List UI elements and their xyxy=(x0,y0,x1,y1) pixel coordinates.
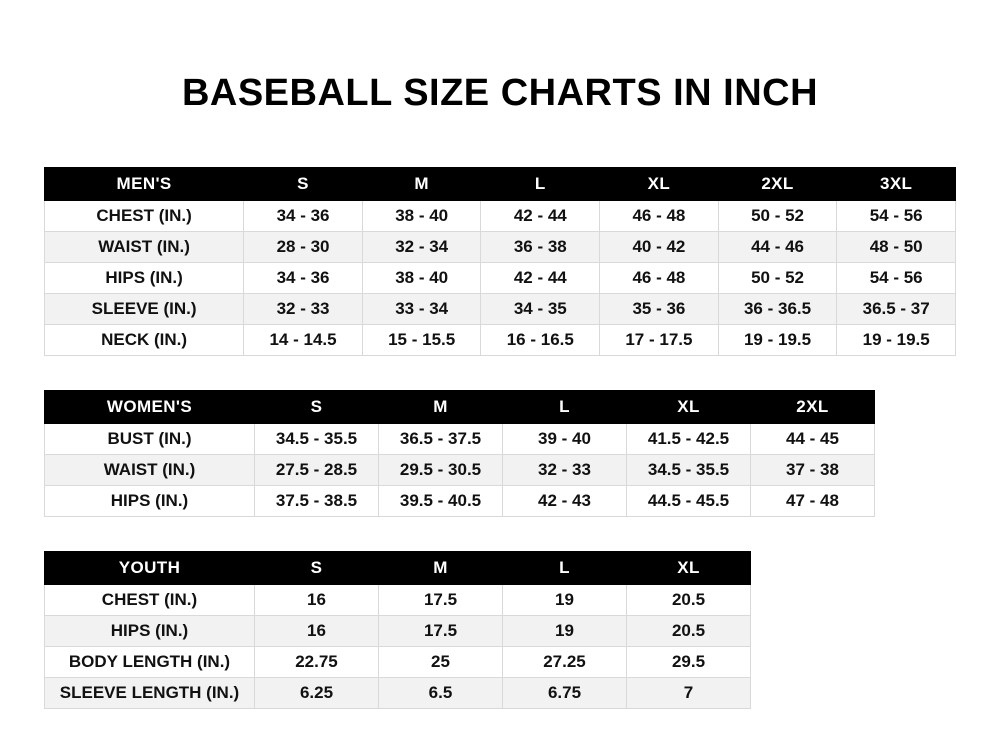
table-cell: 39.5 - 40.5 xyxy=(379,486,503,517)
column-header: M xyxy=(379,391,503,424)
column-header: L xyxy=(503,391,627,424)
table-cell: 46 - 48 xyxy=(600,201,719,232)
table-cell: 36 - 38 xyxy=(481,232,600,263)
table-cell: 42 - 43 xyxy=(503,486,627,517)
column-header: 2XL xyxy=(718,168,837,201)
table-cell: 17 - 17.5 xyxy=(600,325,719,356)
table-row xyxy=(45,263,956,294)
table-cell: 19 - 19.5 xyxy=(718,325,837,356)
row-label: SLEEVE LENGTH (IN.) xyxy=(45,678,255,709)
table-cell: 25 xyxy=(379,647,503,678)
table-cell: 32 - 33 xyxy=(244,294,363,325)
table-cell: 27.25 xyxy=(503,647,627,678)
column-header: L xyxy=(503,552,627,585)
table-cell: 36 - 36.5 xyxy=(718,294,837,325)
table-row xyxy=(45,232,956,263)
column-header: 3XL xyxy=(837,168,956,201)
table-cell: 35 - 36 xyxy=(600,294,719,325)
table-cell: 47 - 48 xyxy=(751,486,875,517)
table-cell: 41.5 - 42.5 xyxy=(627,424,751,455)
table-cell: 29.5 xyxy=(627,647,751,678)
table-cell: 54 - 56 xyxy=(837,263,956,294)
table-cell: 54 - 56 xyxy=(837,201,956,232)
table-cell: 29.5 - 30.5 xyxy=(379,455,503,486)
table-cell: 16 xyxy=(255,585,379,616)
table-cell: 17.5 xyxy=(379,616,503,647)
row-label: CHEST (IN.) xyxy=(45,585,255,616)
table-row xyxy=(45,201,956,232)
table-cell: 46 - 48 xyxy=(600,263,719,294)
column-header: M xyxy=(379,552,503,585)
youth-size-table xyxy=(44,551,751,709)
row-label: WAIST (IN.) xyxy=(45,455,255,486)
column-header: S xyxy=(255,552,379,585)
column-header: YOUTH xyxy=(45,552,255,585)
table-row xyxy=(45,585,751,616)
table-row xyxy=(45,647,751,678)
table-cell: 34 - 36 xyxy=(244,201,363,232)
tables-container xyxy=(0,167,1000,709)
column-header: XL xyxy=(627,391,751,424)
table-row xyxy=(45,455,875,486)
row-label: HIPS (IN.) xyxy=(45,263,244,294)
row-label: HIPS (IN.) xyxy=(45,486,255,517)
column-header: XL xyxy=(627,552,751,585)
column-header: XL xyxy=(600,168,719,201)
table-cell: 42 - 44 xyxy=(481,201,600,232)
table-cell: 6.75 xyxy=(503,678,627,709)
table-cell: 36.5 - 37 xyxy=(837,294,956,325)
table-cell: 32 - 34 xyxy=(362,232,481,263)
table-cell: 6.25 xyxy=(255,678,379,709)
table-cell: 20.5 xyxy=(627,585,751,616)
row-label: HIPS (IN.) xyxy=(45,616,255,647)
table-cell: 34 - 35 xyxy=(481,294,600,325)
table-cell: 17.5 xyxy=(379,585,503,616)
table-cell: 50 - 52 xyxy=(718,201,837,232)
column-header: S xyxy=(255,391,379,424)
table-cell: 20.5 xyxy=(627,616,751,647)
table-cell: 32 - 33 xyxy=(503,455,627,486)
column-header: MEN'S xyxy=(45,168,244,201)
table-cell: 28 - 30 xyxy=(244,232,363,263)
table-cell: 16 - 16.5 xyxy=(481,325,600,356)
table-cell: 19 xyxy=(503,585,627,616)
table-row xyxy=(45,678,751,709)
column-header: L xyxy=(481,168,600,201)
table-cell: 34.5 - 35.5 xyxy=(255,424,379,455)
table-cell: 44 - 45 xyxy=(751,424,875,455)
row-label: BODY LENGTH (IN.) xyxy=(45,647,255,678)
table-header-row xyxy=(45,552,751,585)
table-row xyxy=(45,325,956,356)
table-row xyxy=(45,616,751,647)
column-header: WOMEN'S xyxy=(45,391,255,424)
row-label: NECK (IN.) xyxy=(45,325,244,356)
table-cell: 34.5 - 35.5 xyxy=(627,455,751,486)
table-header-row xyxy=(45,391,875,424)
table-cell: 44.5 - 45.5 xyxy=(627,486,751,517)
table-cell: 38 - 40 xyxy=(362,263,481,294)
table-cell: 33 - 34 xyxy=(362,294,481,325)
column-header: 2XL xyxy=(751,391,875,424)
row-label: WAIST (IN.) xyxy=(45,232,244,263)
table-cell: 27.5 - 28.5 xyxy=(255,455,379,486)
table-cell: 44 - 46 xyxy=(718,232,837,263)
table-cell: 40 - 42 xyxy=(600,232,719,263)
table-cell: 14 - 14.5 xyxy=(244,325,363,356)
womens-size-table xyxy=(44,390,875,517)
table-row xyxy=(45,294,956,325)
table-cell: 15 - 15.5 xyxy=(362,325,481,356)
table-row xyxy=(45,424,875,455)
row-label: BUST (IN.) xyxy=(45,424,255,455)
table-cell: 16 xyxy=(255,616,379,647)
table-cell: 37.5 - 38.5 xyxy=(255,486,379,517)
table-cell: 39 - 40 xyxy=(503,424,627,455)
page-title: BASEBALL SIZE CHARTS IN INCH xyxy=(181,72,819,114)
row-label: SLEEVE (IN.) xyxy=(45,294,244,325)
table-cell: 50 - 52 xyxy=(718,263,837,294)
table-cell: 19 xyxy=(503,616,627,647)
table-cell: 42 - 44 xyxy=(481,263,600,294)
row-label: CHEST (IN.) xyxy=(45,201,244,232)
table-cell: 34 - 36 xyxy=(244,263,363,294)
table-cell: 37 - 38 xyxy=(751,455,875,486)
table-header-row xyxy=(45,168,956,201)
column-header: M xyxy=(362,168,481,201)
table-cell: 7 xyxy=(627,678,751,709)
mens-size-table xyxy=(44,167,956,356)
table-cell: 6.5 xyxy=(379,678,503,709)
table-cell: 36.5 - 37.5 xyxy=(379,424,503,455)
table-cell: 48 - 50 xyxy=(837,232,956,263)
table-row xyxy=(45,486,875,517)
table-cell: 38 - 40 xyxy=(362,201,481,232)
table-cell: 19 - 19.5 xyxy=(837,325,956,356)
column-header: S xyxy=(244,168,363,201)
table-cell: 22.75 xyxy=(255,647,379,678)
